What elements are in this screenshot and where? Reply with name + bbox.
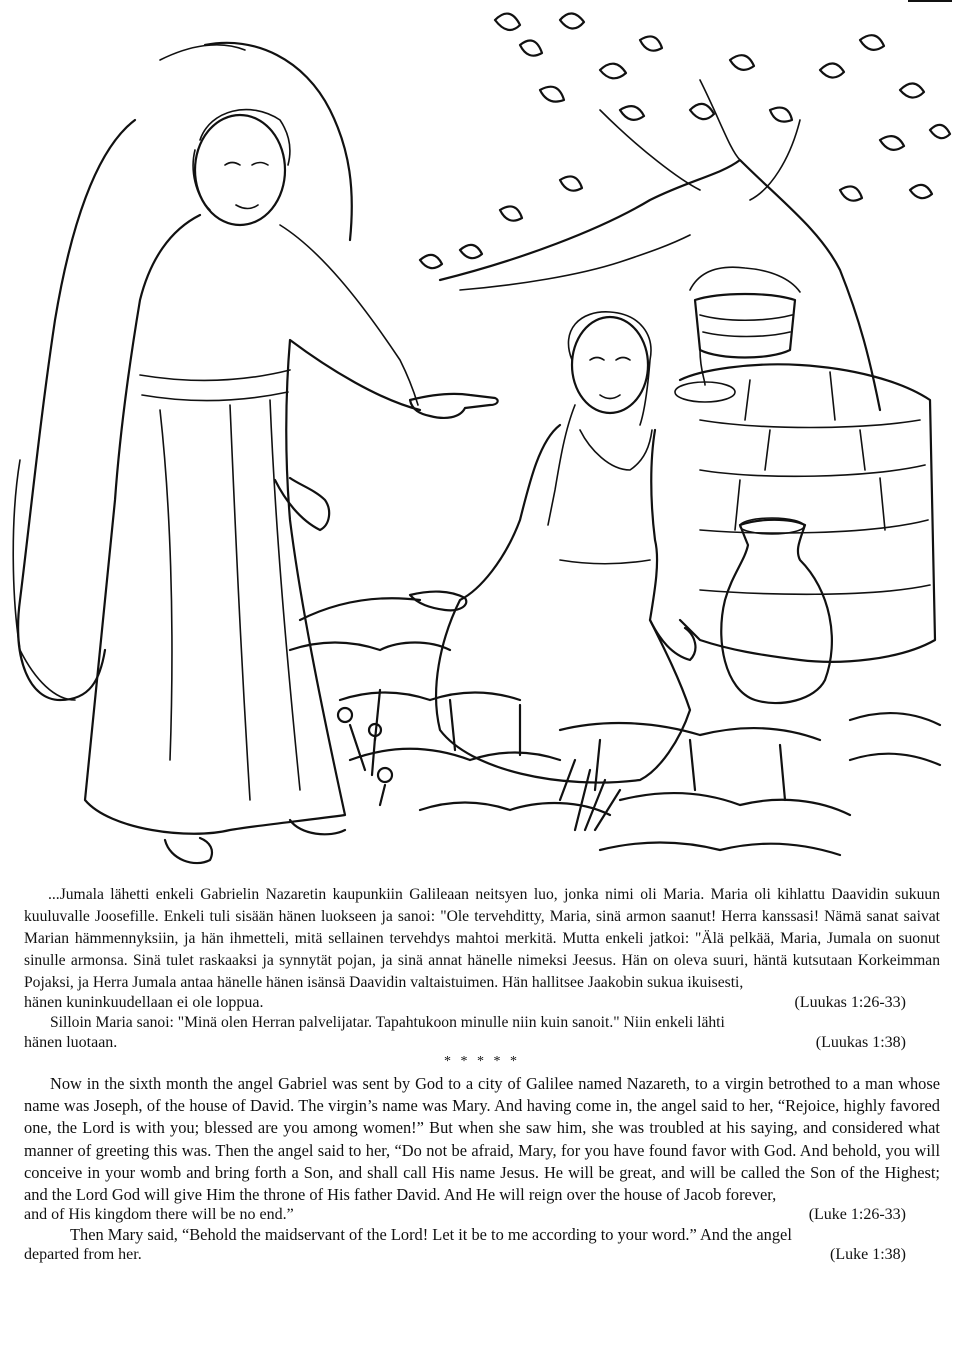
angel-wing-left: [18, 120, 135, 700]
angel-robe: [85, 215, 420, 834]
angel-open-hand: [275, 478, 329, 530]
english-paragraph-1: Now in the sixth month the angel Gabriel was sent by God to a city of Galilee named Nazareth, to a virgin betrothed to a man whose name was Joseph, of the house of David. The virgin’s name was Mary. And having come in, the angel said to her, “Rejoice, highly favored one, the Lord is with you; blessed are you among women!” But when she saw him, she was troubled at his saying, and considered what manner of greeting this was. Then the angel said to her, “Do not be afraid, Mary, for you have found favor with God. And behold, you will conceive in your womb and bring forth a Son, and shall call His name Jesus. He will be great, and will be called the Son of the Highest; and the Lord God will give Him the throne of His father David. And He will reign over the house of Jacob forever,: [24, 1074, 940, 1205]
english-reference-2: (Luke 1:38): [830, 1246, 906, 1264]
tree-leaves: [420, 13, 950, 268]
bucket: [695, 294, 795, 358]
jar: [721, 520, 832, 703]
mary-right-hand: [650, 620, 695, 660]
finnish-passage: [24, 884, 940, 1052]
mary-braid: [548, 405, 575, 525]
passage-text: [24, 884, 940, 1264]
angel-sash: [140, 370, 290, 401]
finnish-reference-2: (Luukas 1:38): [815, 1034, 906, 1051]
section-separator: * * * * *: [444, 1054, 520, 1069]
stone-pavement: [290, 598, 940, 855]
english-paragraph-2-end: departed from her.: [24, 1246, 142, 1264]
angel-pointing-hand: [410, 394, 498, 418]
finnish-paragraph-1: ...Jumala lähetti enkeli Gabrielin Nazaretin kaupunkiin Galileaan neitsyen luo, jonka nimi oli Maria. Maria oli kihlattu Daavidin sukuun kuuluvalle Joosefille. Enkeli tuli sisään hänen luokseen ja sanoi: "Ole tervehditty, Maria, sinä armon saanut! Herra kanssasi! Nämä sanat saivat Marian hämmennyksiin, ja hän ihmetteli, mitä sellainen tervehdys mahtoi merkitä. Mutta enkeli jatkoi: "Älä pelkää, Maria, Jumala on suonut sinulle armonsa. Sinä tulet raskaaksi ja synnytät pojan, ja sinä annat hänelle nimeksi Jeesus. Hän on oleva suuri, häntä kutsutaan Korkeimman Pojaksi, ja Herra Jumala antaa hänelle hänen isänsä Daavidin valtaistuimen. Hän hallitsee Jaakobin sukua ikuisesti,: [24, 886, 940, 991]
finnish-paragraph-2: Silloin Maria sanoi: "Minä olen Herran palvelijatar. Tapahtukoon minulle niin kuin sanoit." Niin enkeli lähti: [50, 1014, 725, 1031]
mary-left-hand: [410, 592, 466, 611]
finnish-reference-1: (Luukas 1:26-33): [794, 994, 906, 1011]
english-paragraph-1-end: and of His kingdom there will be no end.”: [24, 1206, 294, 1224]
english-paragraph-2: Then Mary said, “Behold the maidservant of the Lord! Let it be to me according to your word.” And the angel: [70, 1225, 792, 1245]
well: [680, 364, 935, 661]
finnish-paragraph-2-end: hänen luotaan.: [24, 1034, 118, 1051]
english-reference-1: (Luke 1:26-33): [808, 1206, 906, 1224]
finnish-paragraph-1-end: hänen kuninkuudellaan ei ole loppua.: [24, 994, 264, 1011]
english-passage: [24, 1073, 940, 1264]
